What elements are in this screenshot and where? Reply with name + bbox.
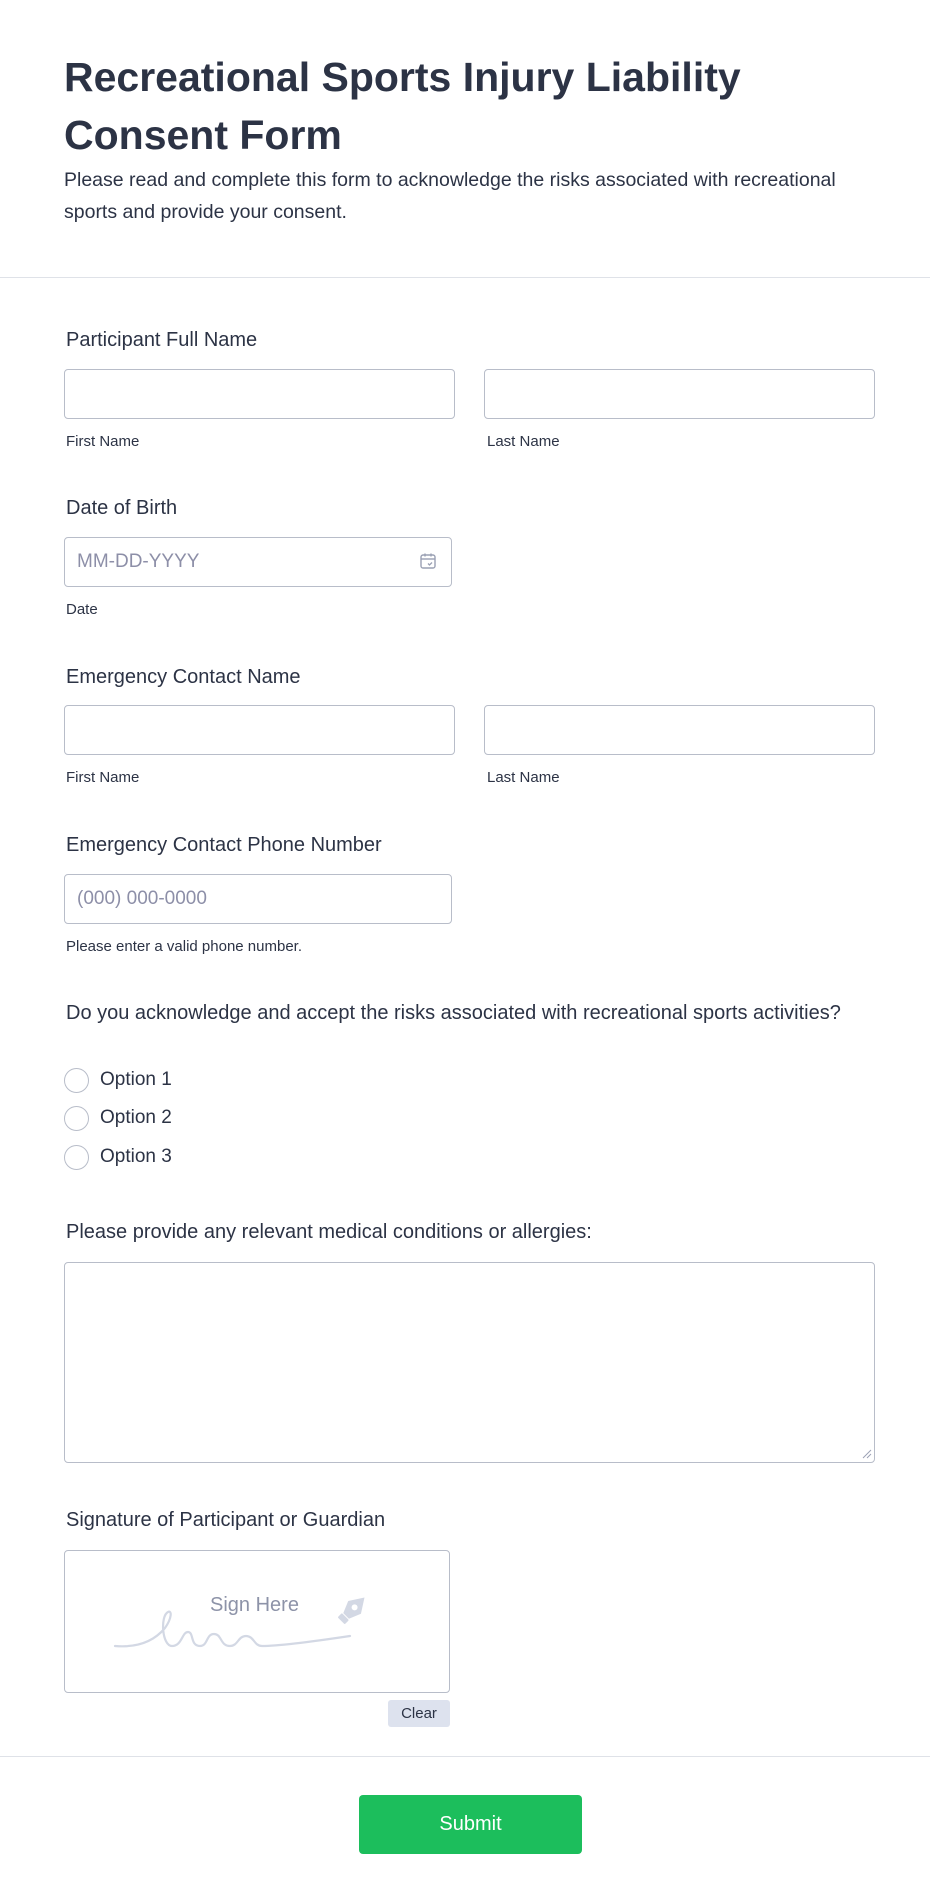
signature-placeholder: Sign Here bbox=[210, 1594, 299, 1616]
calendar-icon[interactable] bbox=[419, 552, 437, 570]
participant-first-name-sublabel: First Name bbox=[66, 433, 140, 450]
medical-label: Please provide any relevant medical conditions or allergies: bbox=[66, 1221, 592, 1243]
dob-sublabel: Date bbox=[66, 601, 98, 618]
dob-label: Date of Birth bbox=[66, 497, 178, 519]
medical-textarea[interactable] bbox=[64, 1262, 875, 1463]
radio-option-3[interactable] bbox=[64, 1144, 172, 1170]
emergency-phone-label: Emergency Contact Phone Number bbox=[66, 834, 382, 856]
emergency-phone-sublabel: Please enter a valid phone number. bbox=[66, 938, 302, 955]
emergency-name-label: Emergency Contact Name bbox=[66, 666, 301, 688]
resize-handle-icon[interactable] bbox=[860, 1447, 872, 1459]
participant-first-name-input[interactable] bbox=[64, 369, 455, 419]
footer-divider bbox=[0, 1756, 930, 1757]
emergency-last-name-input[interactable] bbox=[484, 705, 875, 755]
signature-label: Signature of Participant or Guardian bbox=[66, 1509, 386, 1531]
participant-last-name-sublabel: Last Name bbox=[487, 433, 560, 450]
form-description: Please read and complete this form to acknowledge the risks associated with recreational sports and provide your consent. bbox=[64, 169, 836, 223]
risk-question-label: Do you acknowledge and accept the risks associated with recreational sports activities? bbox=[66, 1002, 841, 1024]
radio-option-label: Option 1 bbox=[100, 1069, 172, 1090]
participant-last-name-input[interactable] bbox=[484, 369, 875, 419]
emergency-first-name-sublabel: First Name bbox=[66, 769, 140, 786]
radio-button[interactable] bbox=[64, 1068, 89, 1093]
radio-button[interactable] bbox=[64, 1145, 89, 1170]
radio-option-label: Option 2 bbox=[100, 1107, 172, 1128]
form-title: Recreational Sports Injury Liability Consent Form bbox=[64, 54, 741, 158]
clear-signature-button[interactable]: Clear bbox=[388, 1700, 450, 1727]
participant-name-label: Participant Full Name bbox=[66, 329, 258, 351]
radio-option-1[interactable] bbox=[64, 1067, 172, 1093]
radio-button[interactable] bbox=[64, 1106, 89, 1131]
radio-option-2[interactable] bbox=[64, 1105, 172, 1131]
emergency-last-name-sublabel: Last Name bbox=[487, 769, 560, 786]
submit-button[interactable]: Submit bbox=[359, 1795, 582, 1854]
emergency-first-name-input[interactable] bbox=[64, 705, 455, 755]
dob-input[interactable] bbox=[64, 537, 452, 587]
emergency-phone-input[interactable] bbox=[64, 874, 452, 924]
form-header bbox=[0, 0, 930, 278]
radio-option-label: Option 3 bbox=[100, 1146, 172, 1167]
